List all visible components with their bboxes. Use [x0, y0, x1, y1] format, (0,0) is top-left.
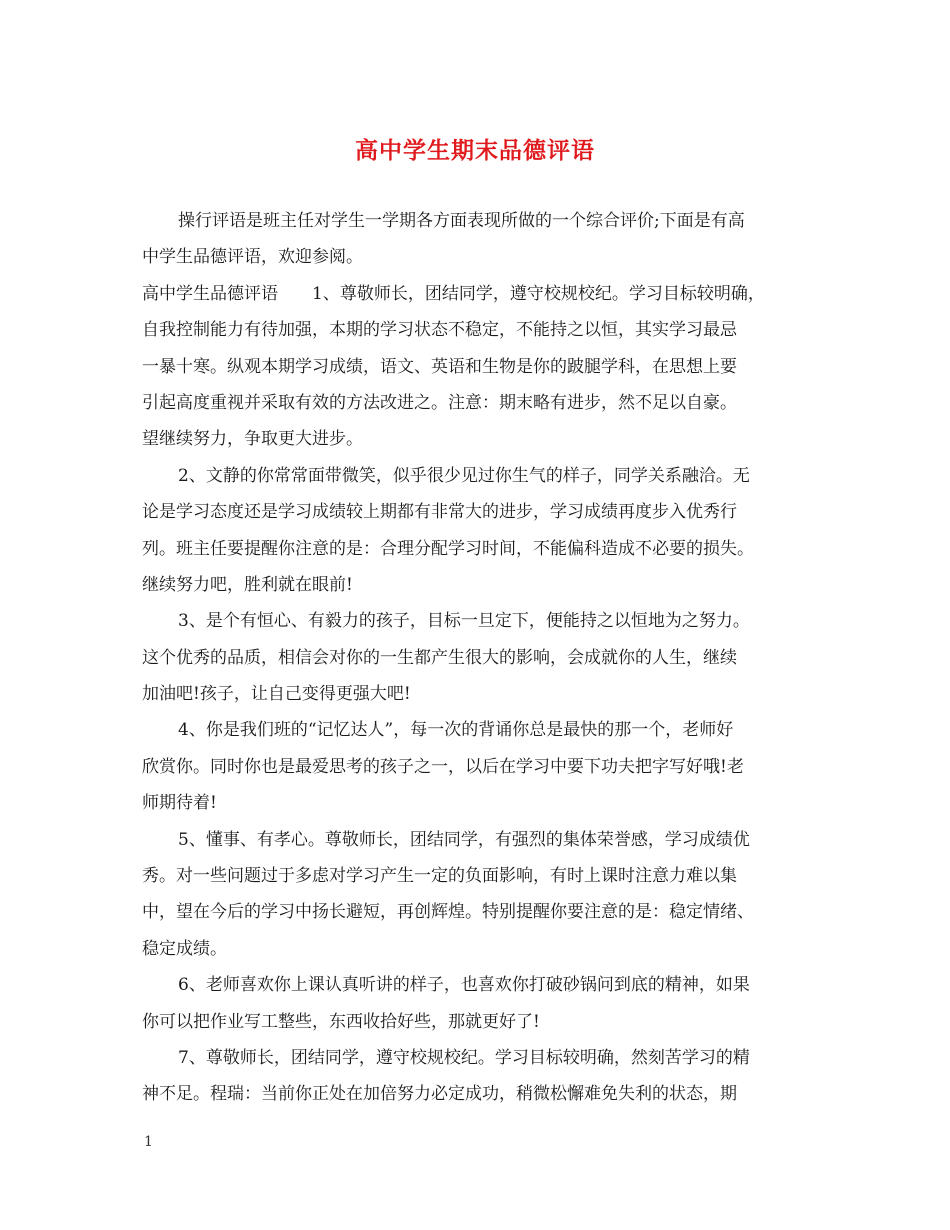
text-line: 6、老师喜欢你上课认真听讲的样子，也喜欢你打破砂锅问到底的精神，如果	[178, 975, 750, 996]
text-line: 论是学习态度还是学习成绩较上期都有非常大的进步，学习成绩再度步入优秀行	[142, 502, 737, 523]
text-line: 2、文静的你常常面带微笑，似乎很少见过你生气的样子，同学关系融洽。无	[178, 465, 750, 486]
text-line: 秀。对一些问题过于多虑对学习产生一定的负面影响，有时上课时注意力难以集	[142, 866, 737, 887]
text-line: 引起高度重视并采取有效的方法改进之。注意：期末略有进步，然不足以自豪。	[142, 392, 737, 413]
document-body	[142, 203, 810, 1113]
text-line: 3、是个有恒心、有毅力的孩子，目标一旦定下，便能持之以恒地为之努力。	[178, 611, 750, 632]
text-line: 5、懂事、有孝心。尊敬师长，团结同学，有强烈的集体荣誉感，学习成绩优	[178, 829, 750, 850]
text-line: 4、你是我们班的“记忆达人”，每一次的背诵你总是最快的那一个，老师好	[178, 720, 734, 741]
text-line: 一暴十寒。纵观本期学习成绩，语文、英语和生物是你的跛腿学科，在思想上要	[142, 356, 737, 377]
text-line: 加油吧!孩子，让自己变得更强大吧!	[142, 684, 411, 705]
text-line: 望继续努力，争取更大进步。	[142, 429, 363, 450]
page-number: 1	[144, 1134, 153, 1150]
text-line: 这个优秀的品质，相信会对你的一生都产生很大的影响，会成就你的人生，继续	[142, 647, 737, 668]
text-line: 操行评语是班主任对学生一学期各方面表现所做的一个综合评价;下面是有高	[178, 211, 745, 231]
text-line: 欣赏你。同时你也是最爱思考的孩子之一，以后在学习中要下功夫把字写好哦!老	[142, 756, 744, 777]
text-line: 列。班主任要提醒你注意的是：合理分配学习时间，不能偏科造成不必要的损失。	[142, 538, 754, 559]
text-line: 高中学生品德评语 1、尊敬师长，团结同学，遵守校规校纪。学习目标较明确，	[142, 283, 765, 304]
text-line: 中学生品德评语，欢迎参阅。	[142, 247, 363, 268]
text-line: 神不足。程瑞：当前你正处在加倍努力必定成功，稍微松懈难免失利的状态，期	[142, 1084, 737, 1105]
text-line: 自我控制能力有待加强，本期的学习状态不稳定，不能持之以恒，其实学习最忌	[142, 320, 737, 341]
text-line: 中，望在今后的学习中扬长避短，再创辉煌。特别提醒你要注意的是：稳定情绪、	[142, 902, 754, 923]
text-line: 7、尊敬师长，团结同学，遵守校规校纪。学习目标较明确，然刻苦学习的精	[178, 1047, 750, 1068]
text-line: 继续努力吧，胜利就在眼前!	[142, 574, 353, 595]
text-line: 师期待着!	[142, 793, 217, 814]
page-title: 高中学生期末品德评语	[355, 137, 595, 164]
text-line: 稳定成绩。	[142, 938, 227, 959]
text-line: 你可以把作业写工整些，东西收拾好些，那就更好了!	[142, 1011, 540, 1032]
